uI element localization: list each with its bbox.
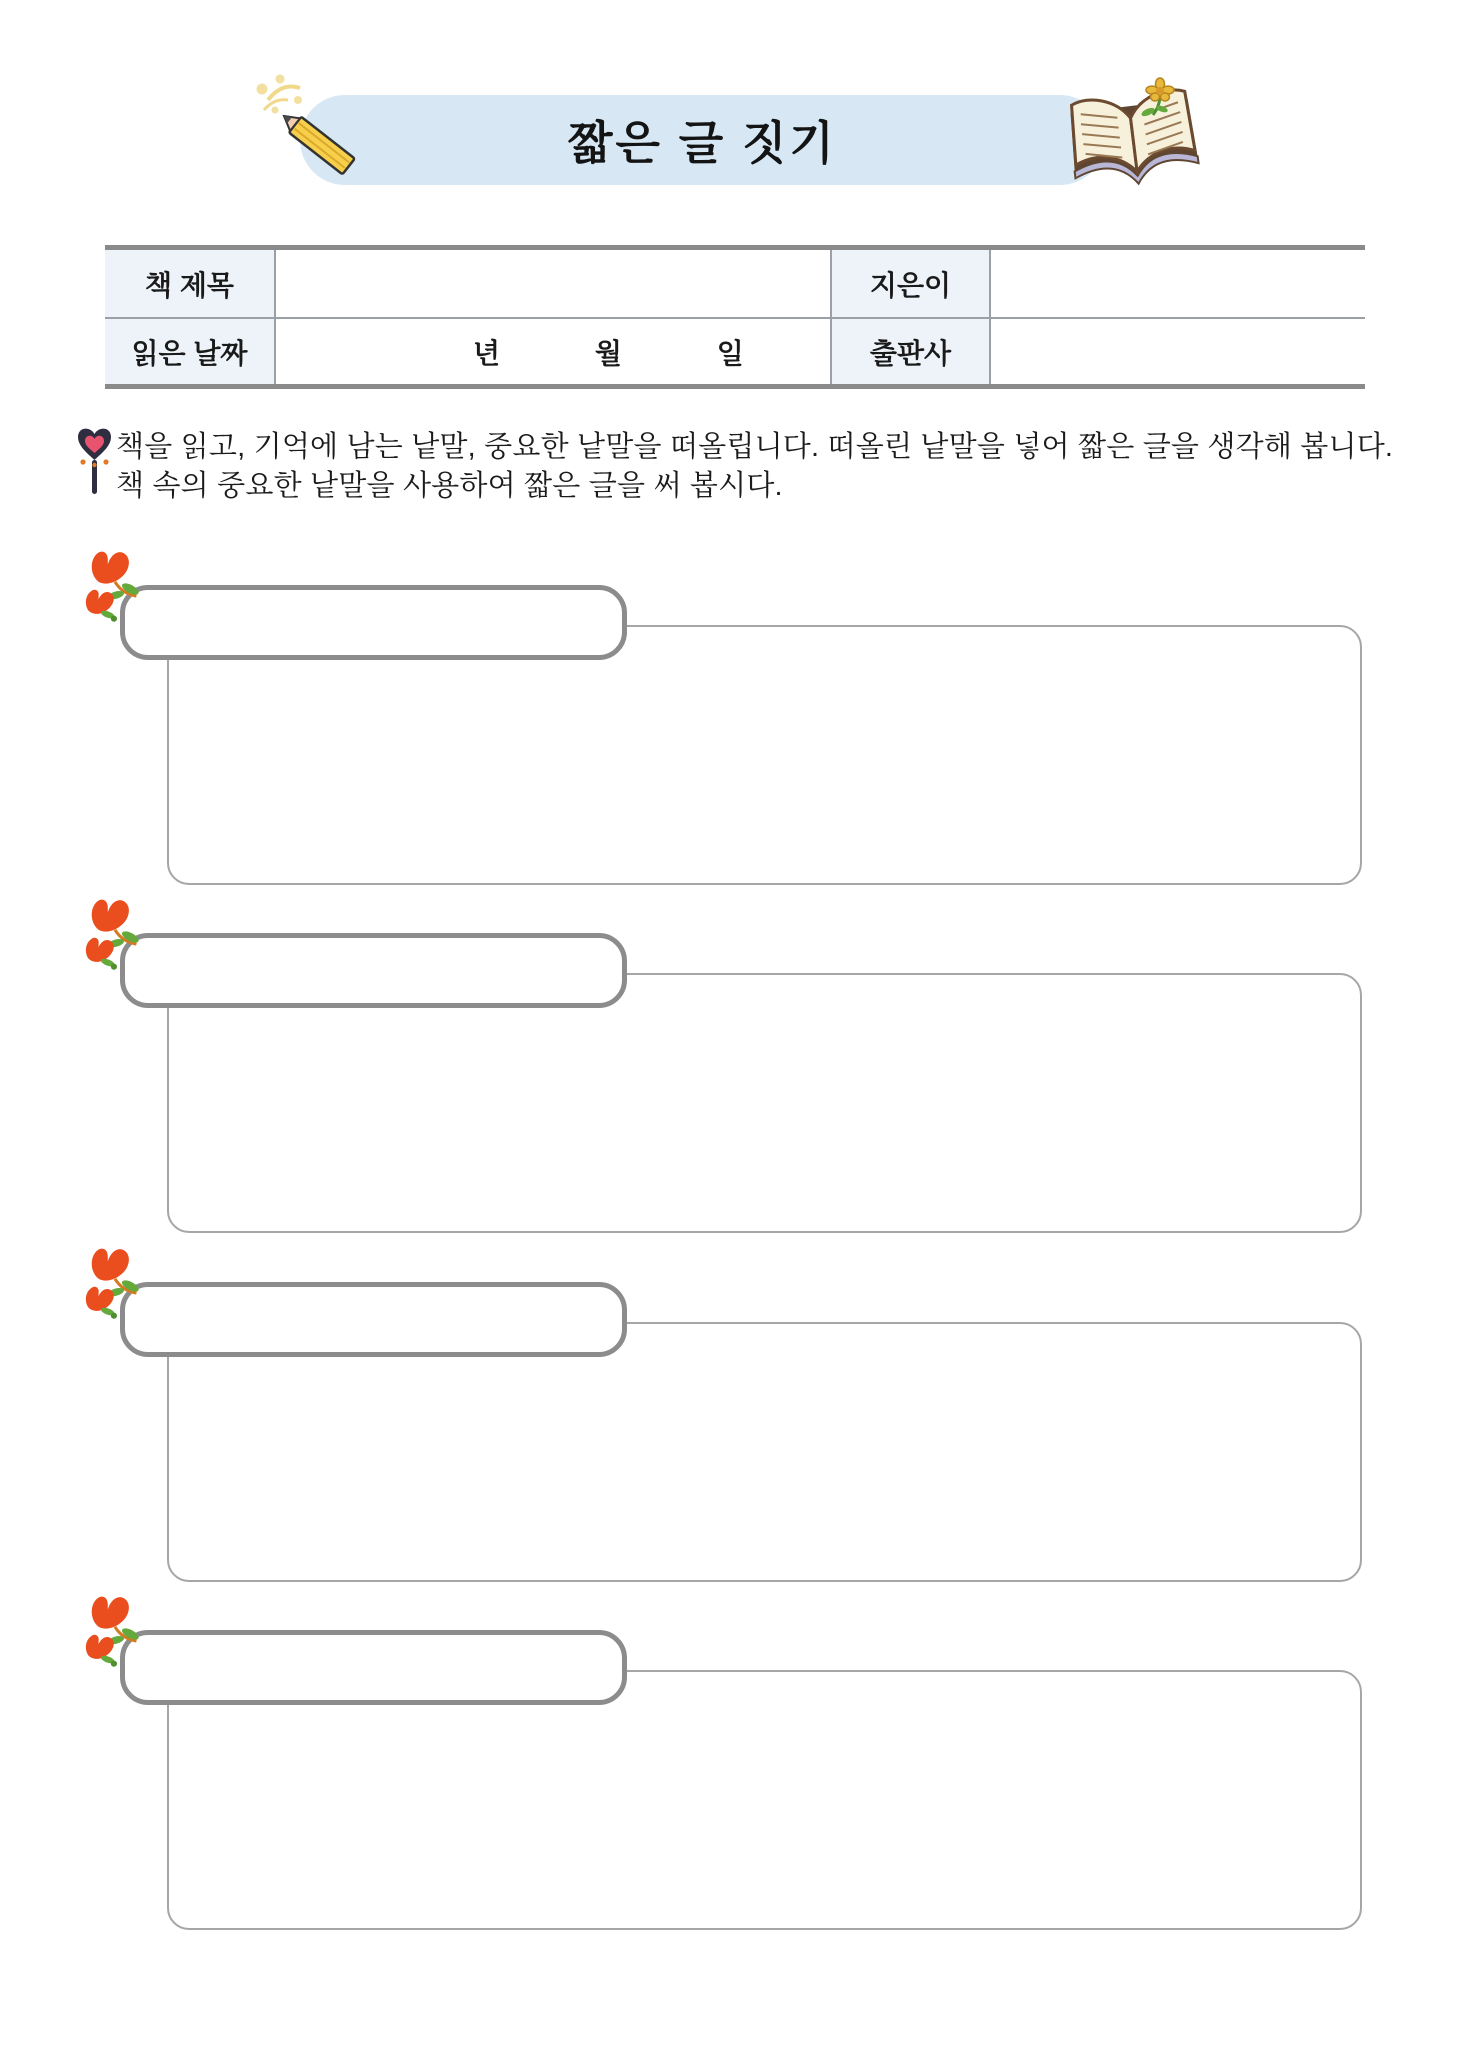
day-unit-label: 일: [716, 337, 744, 369]
page-title: 짧은 글 짓기: [568, 117, 837, 169]
sentence-writing-area[interactable]: [167, 1322, 1362, 1582]
tulip-flowers-icon: [84, 1592, 150, 1678]
pencil-icon: [248, 70, 388, 195]
tulip-flowers-icon: [84, 1244, 150, 1330]
tulip-flowers-icon: [84, 895, 150, 981]
instruction-text: 책을 읽고, 기억에 남는 낱말, 중요한 낱말을 떠올립니다. 떠올린 낱말을 넣어 짧은 글을 생각해 봅니다. 책 속의 중요한 낱말을 사용하여 짧은 글을 써 봅시다.: [116, 431, 1394, 502]
read-date-label: 읽은 날짜: [105, 317, 274, 384]
read-date-field[interactable]: [274, 317, 830, 384]
publisher-field[interactable]: [989, 317, 1365, 384]
open-book-with-flower-icon: [1060, 76, 1206, 194]
author-field[interactable]: [989, 250, 1365, 317]
heart-flower-icon: [74, 424, 116, 504]
title-banner: [300, 95, 1105, 185]
keyword-box[interactable]: [120, 585, 627, 660]
author-label: 지은이: [830, 250, 989, 317]
book-title-field[interactable]: [274, 250, 830, 317]
keyword-box[interactable]: [120, 1630, 627, 1705]
publisher-label: 출판사: [830, 317, 989, 384]
year-unit-label: 년: [472, 337, 501, 369]
sentence-writing-area[interactable]: [167, 1670, 1362, 1930]
sentence-writing-area[interactable]: [167, 625, 1362, 885]
keyword-box[interactable]: [120, 933, 627, 1008]
sentence-writing-area[interactable]: [167, 973, 1362, 1233]
tulip-flowers-icon: [84, 547, 150, 633]
book-info-table: [105, 245, 1365, 389]
month-unit-label: 월: [594, 337, 622, 369]
keyword-box[interactable]: [120, 1282, 627, 1357]
book-title-label: 책 제목: [105, 250, 274, 317]
